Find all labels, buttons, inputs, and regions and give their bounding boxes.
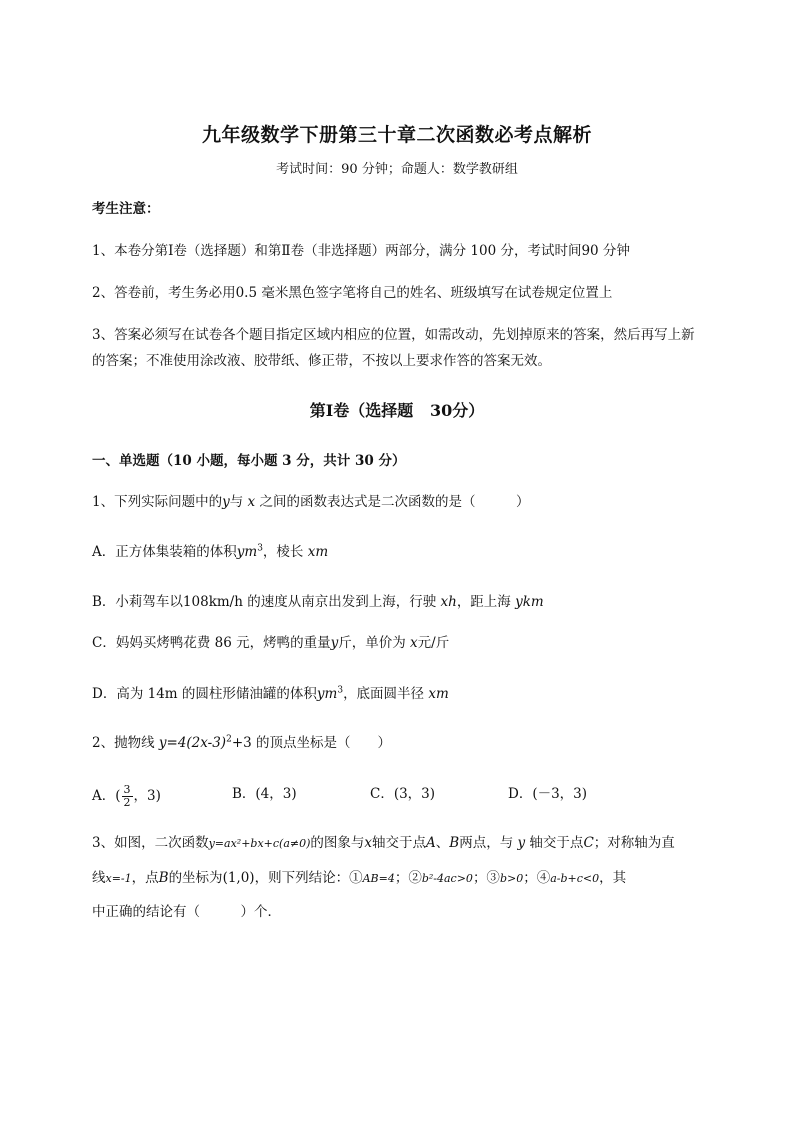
- part-heading: 一、单选题（10 小题，每小题 3 分，共计 30 分）: [92, 453, 406, 469]
- q3-l1-b: 的图象与: [310, 835, 365, 851]
- q2-optA-tail: ，3): [133, 788, 161, 804]
- q1-optC-text: C．妈妈买烤鸭花费 86 元，烤鸭的重量: [92, 635, 331, 651]
- q1-optC-text-c: 斤，单价为: [338, 635, 411, 651]
- q3-axis: x=-1: [105, 872, 132, 885]
- q3-l1-d: 、: [435, 835, 450, 851]
- q3-function: y=ax²+bx+c(a≠0): [208, 837, 311, 850]
- q1-optD-sup: 3: [337, 685, 344, 696]
- q2-optA-label: A．(: [92, 788, 121, 804]
- q3-l2-a: 线: [92, 870, 106, 886]
- q3-l1-e: 两点，与: [459, 835, 518, 851]
- question-2-stem: [92, 733, 391, 753]
- question-1-option-b: [92, 592, 544, 612]
- q1-stem-a: 1、下列实际问题中的: [92, 494, 223, 510]
- q1-optC-var-x: x: [410, 635, 418, 651]
- q3-conclusion-3: b>0: [499, 872, 524, 885]
- notice-item-3-line-2: 的答案；不准使用涂改液、胶带纸、修正带，不按以上要求作答的答案无效。: [92, 353, 551, 369]
- q1-optD-text: D．高为 14m 的圆柱形储油罐的体积: [92, 686, 317, 702]
- q3-l2-b: ，点: [131, 870, 159, 886]
- q2-stem-a: 2、抛物线: [92, 735, 159, 751]
- q1-optA-sup: 3: [257, 543, 263, 554]
- q3-conclusion-1: AB=4: [362, 872, 395, 885]
- notice-item-3-line-1: 3、答案必须写在试卷各个题目指定区域内相应的位置，如需改动，先划掉原来的答案，然后再写上新: [92, 327, 695, 343]
- q3-l1-A: A: [426, 835, 436, 851]
- question-2-option-b: B．(4，3): [232, 786, 297, 802]
- q1-var-y: y: [222, 494, 230, 510]
- q3-l2-d: ，则下列结论：①: [254, 870, 363, 886]
- q1-optD-unit: ym: [316, 686, 338, 702]
- question-2-option-c: C．(3，3): [370, 786, 436, 802]
- q3-l1-g: ；对称轴为直: [593, 835, 675, 851]
- q1-stem-b: 与: [229, 494, 248, 510]
- q1-optA-text-b: ，棱长: [262, 544, 308, 560]
- question-1-option-a: [92, 542, 328, 562]
- q2-stem-b: +3 的顶点坐标是（ ）: [231, 735, 392, 751]
- q1-optA-var: xm: [307, 544, 329, 560]
- q3-l2-B: B: [158, 870, 169, 886]
- q1-optD-text-b: ，底面圆半径: [343, 686, 429, 702]
- question-3-line-2: [92, 868, 626, 889]
- q3-conclusion-2: b²-4ac>0: [421, 872, 473, 885]
- q3-l1-f: 轴交于点: [525, 835, 584, 851]
- q3-l2-g: ；④: [523, 870, 551, 886]
- q3-l1-a: 3、如图，二次函数: [92, 835, 209, 851]
- notice-item-2: 2、答卷前，考生务必用0.5 毫米黑色签字笔将自己的姓名、班级填写在试卷规定位置上: [92, 285, 613, 301]
- q3-l1-y: y: [517, 835, 526, 851]
- exam-info: 考试时间：90 分钟；命题人：数学教研组: [276, 162, 518, 177]
- q1-optB-text: B．小莉驾车以108km/h 的速度从南京出发到上海，行驶: [92, 594, 441, 610]
- question-3-line-3: 中正确的结论有（ ）个．: [92, 904, 281, 920]
- q3-l1-B: B: [449, 835, 460, 851]
- q3-l2-e: ；②: [394, 870, 422, 886]
- q3-l2-coord: (1,0): [222, 870, 255, 886]
- notice-item-1: 1、本卷分第Ⅰ卷（选择题）和第Ⅱ卷（非选择题）两部分，满分 100 分，考试时间90 分钟: [92, 243, 630, 259]
- q1-optB-var-y: ykm: [515, 594, 544, 610]
- question-3-line-1: [92, 833, 675, 854]
- q1-stem-c: 之间的函数表达式是二次函数的是（ ）: [255, 494, 530, 510]
- question-1-option-d: [92, 684, 449, 704]
- q1-optC-text-e: 元/斤: [417, 635, 450, 651]
- section-title: 第Ⅰ卷（选择题 30分）: [309, 401, 485, 420]
- q3-l2-f: ；③: [472, 870, 500, 886]
- q1-optC-var-y: y: [330, 635, 339, 651]
- q1-optA-unit: ym: [236, 544, 258, 560]
- question-1-stem: [92, 492, 529, 512]
- q3-l1-C: C: [583, 835, 594, 851]
- question-1-option-c: [92, 633, 449, 653]
- q3-l2-c: 的坐标为: [168, 870, 223, 886]
- q3-conclusion-4: a-b+c<0: [550, 872, 600, 885]
- q1-var-x: x: [247, 494, 256, 510]
- question-2-option-a: [92, 784, 161, 809]
- q1-optD-var: xm: [428, 686, 449, 702]
- q2-optA-fraction: [122, 784, 133, 809]
- q3-l1-x: x: [364, 835, 373, 851]
- question-2-option-d: D．(－3，3): [508, 786, 588, 802]
- q1-optB-var-x: xh: [440, 594, 457, 610]
- q2-expression: y=4(2x-3): [158, 735, 227, 751]
- q2-exponent: 2: [226, 734, 232, 745]
- q1-optA-text: A．正方体集装箱的体积: [92, 544, 237, 560]
- q3-l2-h: ，其: [599, 870, 627, 886]
- q3-l1-c: 轴交于点: [372, 835, 427, 851]
- q1-optB-text-c: ，距上海: [456, 594, 516, 610]
- q2-optA-denominator: 2: [123, 796, 131, 809]
- page-title: 九年级数学下册第三十章二次函数必考点解析: [201, 124, 592, 146]
- q2-optA-numerator: 3: [123, 783, 131, 796]
- notice-heading: 考生注意：: [92, 201, 160, 217]
